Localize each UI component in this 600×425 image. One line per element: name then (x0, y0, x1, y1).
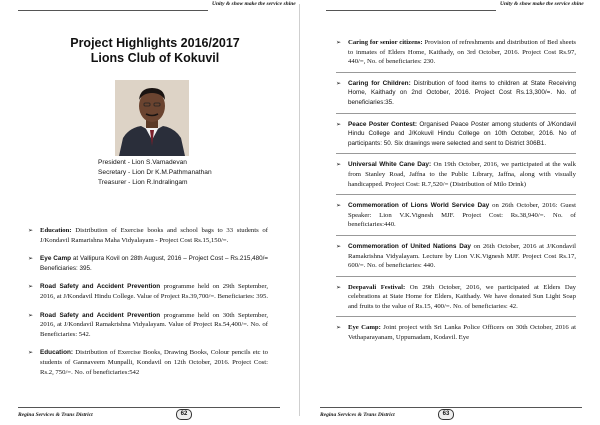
list-item (28, 348, 268, 377)
item-text: Joint project with Sri Lanka Police Officers on 30th October, 2016 at Vethaparayanam, Uppumadam, Kodavil. Eye (348, 324, 576, 342)
item-lead: Commemoration of United Nations Day (348, 242, 471, 250)
item-lead: Education: (40, 349, 74, 357)
footer-label: Regina Services & Trans District (18, 412, 93, 418)
item-lead: Road Safety and Accident Prevention (40, 311, 161, 319)
right-project-list (336, 38, 576, 349)
arrow-bullet-icon: ➢ (336, 79, 342, 87)
item-text: at Vallipura Kovil on 28th August, 2016 – Project Cost – Rs.215,480/= Beneficiaries: 395. (40, 255, 269, 272)
arrow-bullet-icon: ➢ (336, 161, 342, 169)
item-text: Organised Peace Poster among students of J/Kondavil Hindu College and J/Kokuvil Hindu College on 10th October, 2016. No of participants: 50. Six drawings were selected and sent to District 306B1. (348, 120, 576, 147)
header-tagline: Unity & show make the service shine (500, 1, 584, 7)
footer-rule (320, 407, 582, 408)
item-lead: Road Safety and Accident Prevention (40, 283, 161, 291)
list-item (28, 311, 268, 340)
item-text: programme held on 29th September, 2016, at J/Kondavil Hindu College. Value of Project Rs.39,700/=. Beneficiaries: 395. (40, 283, 269, 300)
arrow-bullet-icon: ➢ (336, 242, 342, 250)
officer-treasurer: Treasurer - Lion R.Indralingam (98, 179, 188, 186)
arrow-bullet-icon: ➢ (28, 311, 34, 319)
item-text: Distribution of Exercise Books, Drawing Books, Colour pencils etc to students of Gannaveem Munpalli, Kondavil on 12th October, 2016. Project Cost: Rs.2, 750/=. No. of beneficiaries:542 (40, 349, 268, 376)
item-lead: Universal White Cane Day: (348, 161, 432, 169)
officers-list (98, 158, 212, 188)
list-item (28, 282, 268, 301)
officer-president: President - Lion S.Vamadevan (98, 159, 187, 166)
title-line-2: Lions Club of Kokuvil (90, 51, 220, 65)
list-item (336, 79, 576, 114)
item-text: Distribution of food items to children at State Receiving Home, Kaithady on 2nd October, 2016. Project Cost Rs.13,300/=. No. of beneficiaries:35. (348, 79, 577, 106)
item-lead: Caring for senior citizens: (348, 39, 423, 46)
list-item (336, 242, 576, 277)
item-lead: Caring for Children: (348, 79, 411, 87)
left-project-list (28, 226, 268, 386)
item-text: On 29th October, 2016, we participated at Elders Day celebrations at State Home for Elders, Kaithady. We have donated Sun Light Soap and fruits to the value of Rs.15, 400/=. No. of beneficiaries: 42. (348, 283, 577, 310)
item-text: Provision of refreshments and distribution of Bed sheets to inmates of Elders Home, Kaithady, on 3rd October, 2016. Project Cost Rs.97, 440/=, No. of beneficiaries: 230. (348, 39, 577, 66)
title-line-1: Project Highlights 2016/2017 (70, 36, 240, 50)
arrow-bullet-icon: ➢ (28, 283, 34, 291)
portrait-image (115, 80, 189, 156)
arrow-bullet-icon: ➢ (336, 202, 342, 210)
officer-secretary: Secretary - Lion Dr K.M.Pathmanathan (98, 169, 212, 176)
arrow-bullet-icon: ➢ (336, 120, 342, 128)
list-item (28, 226, 268, 245)
arrow-bullet-icon: ➢ (28, 349, 34, 357)
item-text: programme held on 30th September, 2016, at J/Kondavil Ramakrishna Vidyalayam. Value of Project Rs.54,400/=. No. of Beneficiaries: 542. (40, 311, 269, 338)
page-number: 63 (438, 409, 454, 420)
item-text: on 26th October, 2016: Guest Speaker: Lion V.K.Vignesh MJF. Project Cost: Rs.38,940/=. No. of beneficiaries:440. (348, 202, 576, 229)
item-text: Distribution of Exercise books and school bags to 33 students of J/Kondavil Ramarishna Maha Vidyalayam - Project Cost Rs.15,150/=. (40, 227, 268, 244)
header-tagline: Unity & show make the service shine (212, 1, 296, 7)
footer-label: Regina Services & Trans District (320, 412, 395, 418)
header-rule (326, 10, 496, 11)
header-rule (18, 10, 208, 11)
item-text: on 26th October, 2016 at J/Kondavil Ramakrishna Vidyalayam. Lecture by Lion V.K.Vignesh MJF. Project Cost Rs.17, 600/=. No. of beneficiaries: 440. (348, 242, 577, 270)
list-item (28, 254, 268, 273)
page-number: 62 (176, 409, 192, 420)
list-item (336, 283, 576, 318)
item-lead: Education: (40, 227, 72, 234)
list-item (336, 160, 576, 195)
president-photo (115, 80, 189, 156)
arrow-bullet-icon: ➢ (28, 227, 34, 234)
list-item (336, 120, 576, 155)
item-text: On 19th October, 2016, we participated at the walk from Stanley Road, Jaffna to the Public Library, Jaffna, along with visually handicapped. Project Cost: R.7,520/= (Distribution of Milo Drink) (348, 161, 576, 188)
list-item (336, 201, 576, 236)
item-lead: Commemoration of Lions World Service Day (348, 202, 490, 210)
arrow-bullet-icon: ➢ (336, 283, 342, 291)
arrow-bullet-icon: ➢ (336, 39, 342, 46)
page-title (40, 36, 270, 66)
footer-rule (18, 407, 280, 408)
list-item (336, 323, 576, 342)
item-lead: Eye Camp: (348, 324, 381, 332)
list-item (336, 38, 576, 73)
arrow-bullet-icon: ➢ (336, 324, 342, 332)
arrow-bullet-icon: ➢ (28, 255, 34, 263)
item-lead: Peace Poster Contest: (348, 120, 418, 128)
item-lead: Deepavali Festival: (348, 283, 406, 291)
item-lead: Eye Camp (40, 255, 72, 263)
